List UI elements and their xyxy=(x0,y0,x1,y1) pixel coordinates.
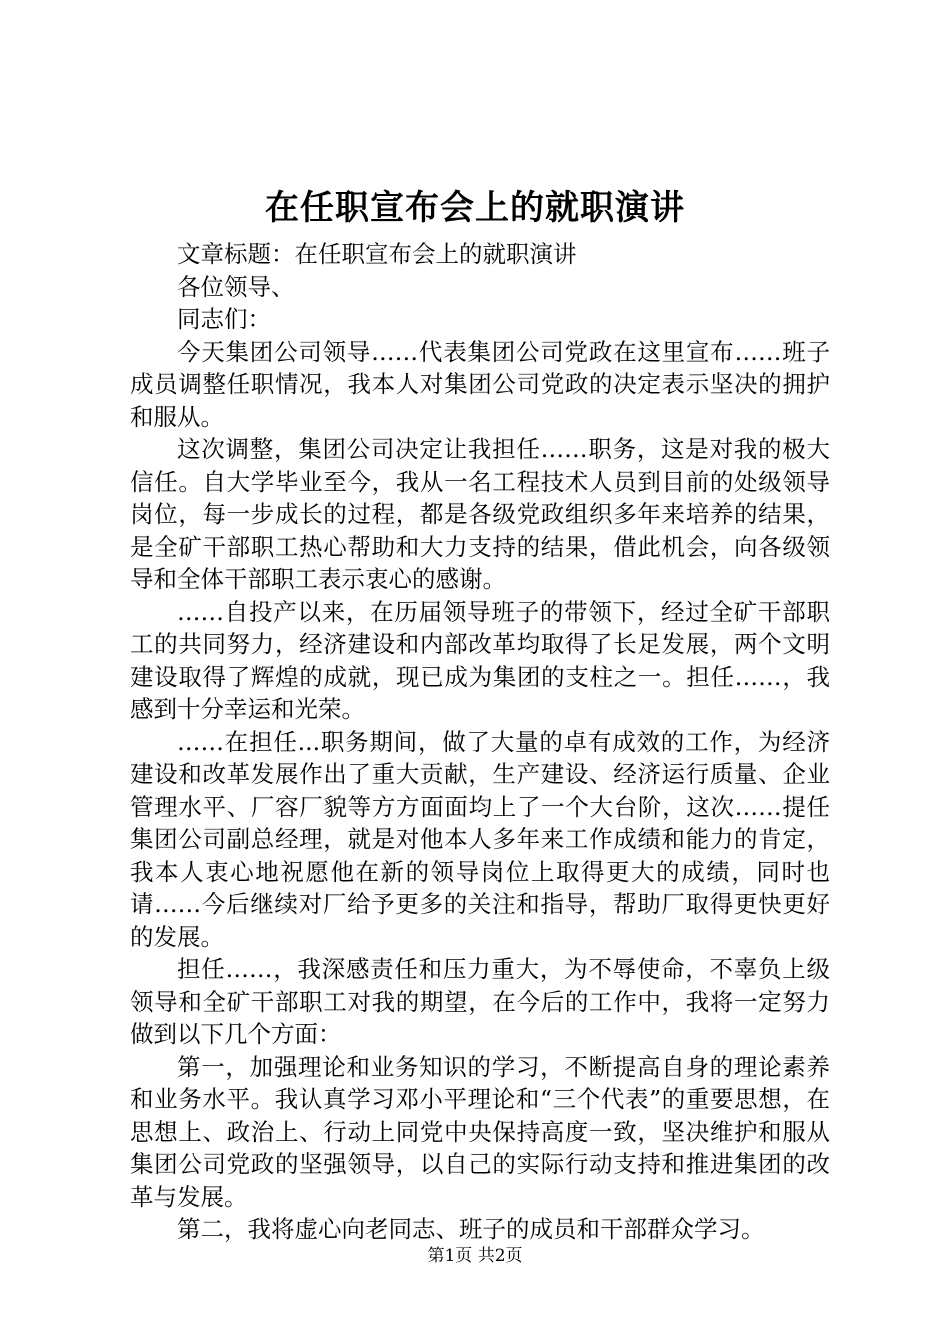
page-footer: 第1页 共2页 xyxy=(427,1246,523,1266)
paragraph-history: ……自投产以来，在历届领导班子的带领下，经过全矿干部职工的共同努力，经济建设和内部改革均取得了长足发展，两个文明建设取得了辉煌的成就，现已成为集团的支柱之一。担任……，我感到十分幸运和光荣。 xyxy=(130,597,830,723)
paragraph-announcement: 今天集团公司领导……代表集团公司党政在这里宣布……班子成员调整任职情况，我本人对集团公司党政的决定表示坚决的拥护和服从。 xyxy=(130,337,830,431)
document-title: 在任职宣布会上的就职演讲 xyxy=(265,188,685,228)
paragraph-point-one: 第一，加强理论和业务知识的学习，不断提高自身的理论素养和业务水平。我认真学习邓小平理论和“三个代表”的重要思想，在思想上、政治上、行动上同党中央保持高度一致，坚决维护和服从集团公司党政的坚强领导，以自己的实际行动支持和推进集团的改革与发展。 xyxy=(130,1052,830,1211)
paragraph-gratitude: 这次调整，集团公司决定让我担任……职务，这是对我的极大信任。自大学毕业至今，我从一名工程技术人员到目前的处级领导岗位，每一步成长的过程，都是各级党政组织多年来培养的结果，是全矿干部职工热心帮助和大力支持的结果，借此机会，向各级领导和全体干部职工表示衷心的感谢。 xyxy=(130,435,830,593)
paragraph-predecessor: ……在担任...职务期间，做了大量的卓有成效的工作，为经济建设和改革发展作出了重大贡献，生产建设、经济运行质量、企业管理水平、厂容厂貌等方方面面均上了一个大台阶，这次……提任集团公司副总经理，就是对他本人多年来工作成绩和能力的肯定，我本人衷心地祝愿他在新的领导岗位上取得更大的成绩，同时也请……今后继续对厂给予更多的关注和指导，帮助厂取得更快更好的发展。 xyxy=(130,727,830,951)
paragraph-point-two: 第二，我将虚心向老同志、班子的成员和干部群众学习。 xyxy=(177,1215,765,1243)
article-title-line: 文章标题：在任职宣布会上的就职演讲 xyxy=(177,240,577,268)
salutation-leaders: 各位领导、 xyxy=(177,272,295,301)
document-body xyxy=(130,238,830,1246)
salutation-comrades: 同志们： xyxy=(177,305,271,333)
paragraph-responsibility: 担任……，我深感责任和压力重大，为不辱使命，不辜负上级领导和全矿干部职工对我的期望，在今后的工作中，我将一定努力做到以下几个方面： xyxy=(130,955,830,1048)
